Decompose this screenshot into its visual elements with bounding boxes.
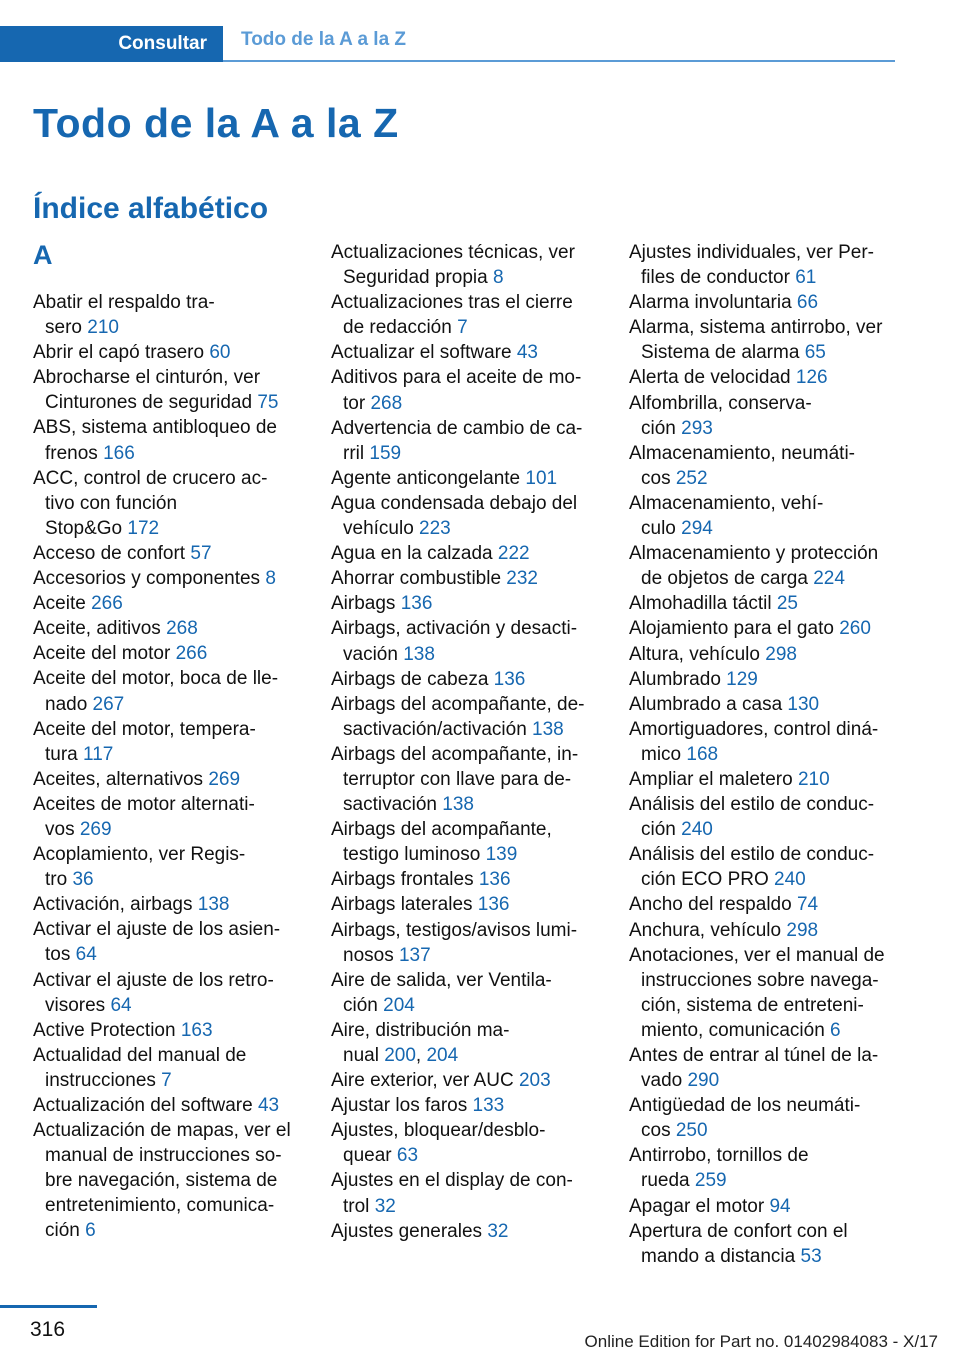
index-entry-text: entretenimiento, comunica- <box>45 1195 275 1217</box>
index-entry <box>331 742 603 817</box>
index-entry-text: Airbags del acompañante, <box>331 819 552 841</box>
index-entry <box>33 365 305 415</box>
index-entry-text: vos <box>45 818 80 840</box>
index-entry-text: Antigüedad de los neumáti- <box>629 1095 861 1117</box>
page-reference-link[interactable]: 267 <box>92 693 125 715</box>
index-entry-text: Aire exterior, ver AUC <box>331 1070 519 1092</box>
page-reference-link[interactable]: 43 <box>257 1095 280 1116</box>
page-reference-link[interactable]: 8 <box>265 568 276 590</box>
page-reference-link[interactable]: 266 <box>91 593 123 615</box>
index-entry-text: Aceite del motor, boca de lle- <box>33 668 279 690</box>
index-entry <box>331 566 603 591</box>
page-reference-link[interactable]: 43 <box>516 342 538 364</box>
index-entry <box>331 416 603 466</box>
index-entry-text: Accesorios y componentes <box>33 568 266 590</box>
index-entry <box>331 892 603 917</box>
index-entry <box>33 1043 305 1093</box>
page-reference-link[interactable]: 268 <box>370 392 403 414</box>
index-entry-text: Actualidad del manual de <box>33 1044 247 1066</box>
index-entry <box>331 616 603 666</box>
index-entry-text: miento, comunicación <box>641 1019 831 1041</box>
index-entry-text: rril <box>343 442 370 464</box>
index-entry <box>629 441 901 491</box>
page-reference-link[interactable]: 136 <box>478 869 511 891</box>
index-entry-text: Actualizar el software <box>331 342 517 364</box>
index-column-2 <box>331 240 603 1244</box>
index-entry <box>331 867 603 892</box>
index-entry-text: Abrir el capó trasero <box>33 342 210 364</box>
index-entry <box>33 566 305 591</box>
index-entry <box>33 892 305 917</box>
page-reference-link[interactable]: 75 <box>257 392 279 414</box>
page-reference-link[interactable]: 240 <box>774 869 806 891</box>
index-entry-text: Airbags, activación y desacti- <box>331 618 578 640</box>
index-entry <box>331 1068 603 1093</box>
index-entry-text: Ancho del respaldo <box>629 894 797 916</box>
page-reference-link[interactable]: 117 <box>83 743 114 765</box>
index-entry <box>33 591 305 616</box>
index-entry-text: Almacenamiento, neumáti- <box>629 442 855 464</box>
index-entry-text: mico <box>641 743 687 765</box>
index-entry-text: ABS, sistema antibloqueo de <box>33 417 277 439</box>
index-entry <box>331 667 603 692</box>
index-entry-text: visores <box>45 994 111 1016</box>
section-tab-label: Consultar <box>118 33 207 54</box>
index-entry <box>629 290 901 315</box>
page-reference-link[interactable]: 65 <box>804 342 826 364</box>
index-entry-text: Advertencia de cambio de ca- <box>331 417 583 439</box>
index-entry <box>629 1194 901 1219</box>
index-entry <box>33 641 305 666</box>
index-entry-text: Apagar el motor <box>629 1195 770 1217</box>
index-entry-text: Aceite del motor <box>33 643 176 665</box>
page-reference-link[interactable]: 222 <box>497 543 530 565</box>
section-title: Índice alfabético <box>33 192 269 225</box>
index-entry-text: Actualizaciones técnicas, ver <box>331 242 575 263</box>
index-entry-text: Agente anticongelante <box>331 467 526 489</box>
index-entry <box>331 1093 603 1118</box>
index-entry-text: Abatir el respaldo tra- <box>33 292 215 313</box>
page-title: Todo de la A a la Z <box>33 100 399 146</box>
index-entry <box>33 616 305 641</box>
index-entry <box>33 666 305 716</box>
index-entry-text: Actualizaciones tras el cierre <box>331 292 573 314</box>
page-reference-link[interactable]: 138 <box>442 794 474 816</box>
page-reference-link[interactable]: 66 <box>796 292 819 314</box>
index-entry <box>33 466 305 541</box>
page-reference-link[interactable]: 74 <box>796 894 819 916</box>
index-entry-text: Ajustes individuales, ver Per- <box>629 242 874 263</box>
index-entry-text: cos <box>641 1120 676 1142</box>
index-letter-heading: A <box>33 240 53 270</box>
index-entry-text: Apertura de confort con el <box>629 1220 848 1242</box>
index-entry <box>33 717 305 767</box>
page-reference-link[interactable]: 32 <box>487 1220 509 1242</box>
index-entry-text: Alumbrado a casa <box>629 693 788 715</box>
index-entry-text: Active Protection <box>33 1019 181 1041</box>
page-reference-link[interactable]: 63 <box>396 1145 419 1167</box>
index-entry-text: tro <box>45 869 73 891</box>
index-entry-text: Anchura, vehículo <box>629 919 787 941</box>
index-entry-text: Almacenamiento y protección <box>629 543 879 565</box>
index-entry-text: nado <box>45 693 93 715</box>
footer-rule <box>0 1305 97 1308</box>
index-entry <box>331 365 603 415</box>
index-entry-text: Airbags frontales <box>331 869 479 891</box>
index-entry <box>331 817 603 867</box>
index-entry <box>331 1219 603 1244</box>
index-entry <box>629 1043 901 1093</box>
index-entry-text: Sistema de alarma <box>641 342 805 364</box>
index-entry-text: Altura, vehículo <box>629 643 766 665</box>
index-entry-text: Alerta de velocidad <box>629 367 796 389</box>
page-reference-link[interactable]: 36 <box>72 869 94 891</box>
index-entry-text: sactivación <box>343 794 443 816</box>
index-entry-text: Stop&Go <box>45 517 128 539</box>
index-entry-text: nosos <box>343 944 399 966</box>
index-entry <box>331 491 603 541</box>
page-reference-link[interactable]: 232 <box>506 568 538 590</box>
index-entry-text: trol <box>343 1195 375 1217</box>
index-entry <box>331 692 603 742</box>
section-tab <box>0 26 223 62</box>
page-reference-link[interactable]: 7 <box>161 1069 172 1091</box>
index-entry-text: de redacción <box>343 317 458 339</box>
index-entry-text: Cinturones de seguridad <box>45 392 258 414</box>
page-reference-link[interactable]: 8 <box>493 267 504 289</box>
index-entry-text: Alumbrado <box>629 668 727 690</box>
index-entry-text: Antirrobo, tornillos de <box>629 1145 809 1167</box>
index-column-1 <box>33 290 305 1244</box>
page-reference-link[interactable]: 126 <box>795 367 828 389</box>
index-entry <box>331 918 603 968</box>
index-entry-text: Antes de entrar al túnel de la- <box>629 1045 879 1066</box>
index-entry <box>629 491 901 541</box>
page-reference-link[interactable]: 200 <box>384 1045 416 1066</box>
page-reference-link[interactable]: 64 <box>110 994 132 1016</box>
index-entry-text: Acceso de confort <box>33 542 191 564</box>
index-entry <box>629 240 901 290</box>
index-entry <box>629 918 901 943</box>
index-entry-text: ción ECO PRO <box>641 869 775 891</box>
page-reference-link[interactable]: 133 <box>472 1095 505 1117</box>
index-entry <box>33 1093 305 1118</box>
index-entry-text: tor <box>343 392 371 414</box>
index-entry-text: Ajustar los faros <box>331 1095 473 1117</box>
index-entry <box>331 1168 603 1218</box>
index-entry <box>629 943 901 1043</box>
page-reference-link[interactable]: 269 <box>208 768 241 790</box>
index-entry <box>629 717 901 767</box>
page-reference-link[interactable]: 61 <box>795 267 817 289</box>
index-entry <box>33 917 305 967</box>
page-reference-link[interactable]: 138 <box>403 643 435 665</box>
index-entry <box>629 591 901 616</box>
page-reference-link[interactable]: 136 <box>493 668 526 690</box>
page-reference-link[interactable]: 298 <box>765 643 797 665</box>
index-entry-text: testigo luminoso <box>343 844 486 866</box>
index-entry <box>33 415 305 465</box>
index-entry-text: Actualización del software <box>33 1095 258 1116</box>
index-entry <box>629 391 901 441</box>
page-reference-link[interactable]: 163 <box>180 1019 213 1041</box>
index-entry <box>629 541 901 591</box>
page-reference-link[interactable]: 259 <box>694 1170 727 1192</box>
index-entry: Aire, distribución ma- nual 200, 204 <box>331 1019 510 1066</box>
index-entry <box>33 842 305 892</box>
index-entry-text: Alarma involuntaria <box>629 292 797 314</box>
index-entry-text: Airbags laterales <box>331 894 478 916</box>
page-reference-link[interactable]: 137 <box>398 944 431 966</box>
index-entry <box>629 842 901 892</box>
index-entry-text: terruptor con llave para de- <box>343 768 572 790</box>
index-entry-text: Ajustes, bloquear/desblo- <box>331 1120 546 1142</box>
page-reference-link[interactable]: 293 <box>681 417 713 439</box>
index-entry-text: Ahorrar combustible <box>331 568 507 590</box>
index-entry <box>629 1143 901 1193</box>
page-reference-link[interactable]: 136 <box>400 593 433 615</box>
index-entry-text: Alarma, sistema antirrobo, ver <box>629 317 883 339</box>
index-entry-text: ción, sistema de entreteni- <box>641 994 864 1016</box>
page-reference-link[interactable]: 130 <box>787 693 820 715</box>
index-entry-text: Análisis del estilo de conduc- <box>629 794 875 816</box>
index-entry-text: Aceite del motor, tempera- <box>33 718 256 740</box>
page-reference-link[interactable]: 166 <box>103 442 135 464</box>
index-entry-text: files de conductor <box>641 267 796 289</box>
index-entry-text: mando a distancia <box>641 1245 801 1267</box>
index-entry-text: Aceites de motor alternati- <box>33 793 255 815</box>
index-entry-text: Airbags, testigos/avisos lumi- <box>331 919 578 941</box>
index-entry <box>629 1219 901 1269</box>
page-reference-link[interactable]: 268 <box>166 618 198 640</box>
page-reference-link[interactable]: 94 <box>769 1195 791 1217</box>
index-entry-text: ción <box>641 819 682 841</box>
index-entry <box>33 541 305 566</box>
index-entry <box>331 591 603 616</box>
page-reference-link[interactable]: 298 <box>786 919 819 941</box>
index-entry-text: vado <box>641 1070 688 1092</box>
index-entry <box>331 1118 603 1168</box>
page-reference-link[interactable]: 252 <box>675 467 708 489</box>
page-reference-link[interactable]: 250 <box>675 1120 708 1142</box>
index-entry-text: vación <box>343 643 404 665</box>
index-entry-text: instrucciones sobre navega- <box>641 969 879 991</box>
page-reference-link[interactable]: 223 <box>419 518 451 540</box>
index-entry <box>331 290 603 340</box>
index-entry-text: Actualización de mapas, ver el <box>33 1120 291 1142</box>
index-entry-text: Aditivos para el aceite de mo- <box>331 367 582 389</box>
index-entry-text: Acoplamiento, ver Regis- <box>33 844 246 866</box>
index-entry-text: nual <box>343 1045 385 1066</box>
page-reference-link[interactable]: 168 <box>686 743 719 765</box>
index-entry <box>629 692 901 717</box>
page-reference-link[interactable]: 203 <box>518 1070 551 1092</box>
breadcrumb: Todo de la A a la Z <box>241 29 407 50</box>
index-entry <box>629 365 901 390</box>
index-entry-text: Agua condensada debajo del <box>331 492 578 514</box>
index-entry-text: quear <box>343 1145 397 1167</box>
index-entry-text: Aceites, alternativos <box>33 768 209 790</box>
index-entry-text: Activar el ajuste de los asien- <box>33 919 281 941</box>
page-reference-link[interactable]: 204 <box>383 994 415 1016</box>
index-entry <box>629 616 901 641</box>
page-reference-link[interactable]: 138 <box>532 718 564 740</box>
page-reference-link[interactable]: 294 <box>681 518 713 540</box>
index-entry <box>331 968 603 1018</box>
index-entry <box>33 1018 305 1043</box>
index-entry-text: rueda <box>641 1170 695 1192</box>
index-entry-text: Airbags del acompañante, de- <box>331 693 585 715</box>
index-entry-text: Abrocharse el cinturón, ver <box>33 367 261 389</box>
index-entry-text: Análisis del estilo de conduc- <box>629 844 875 866</box>
page-reference-link[interactable]: 210 <box>87 317 119 339</box>
index-entry <box>629 792 901 842</box>
page-reference-link[interactable]: 260 <box>839 618 871 640</box>
index-entry-text: Alojamiento para el gato <box>629 618 840 640</box>
index-entry <box>331 240 603 290</box>
index-entry-text: ción <box>343 994 384 1016</box>
index-entry <box>33 1118 305 1243</box>
index-entry-text: Ajustes generales <box>331 1220 488 1242</box>
index-entry-text: instrucciones <box>45 1069 162 1091</box>
page-reference-link[interactable]: 6 <box>830 1019 841 1041</box>
page-reference-link[interactable]: 32 <box>374 1195 396 1217</box>
index-entry-text: ción <box>45 1220 86 1242</box>
index-entry <box>629 642 901 667</box>
page-reference-link[interactable]: 7 <box>457 317 468 339</box>
index-entry-text: sactivación/activación <box>343 718 533 740</box>
page-reference-link[interactable]: 64 <box>75 944 97 966</box>
page-reference-link[interactable]: 60 <box>209 342 231 364</box>
page-reference-link[interactable]: 224 <box>813 568 845 590</box>
page-reference-link[interactable]: 159 <box>369 442 402 464</box>
page-reference-link[interactable]: 266 <box>175 643 208 665</box>
index-entry-text: Activación, airbags <box>33 894 198 916</box>
page-reference-link[interactable]: 6 <box>85 1220 96 1242</box>
index-entry-text: Anotaciones, ver el manual de <box>629 944 885 966</box>
page-number: 316 <box>30 1318 66 1341</box>
page-reference-link[interactable]: 204 <box>426 1045 459 1066</box>
index-entry <box>331 466 603 491</box>
index-entry <box>629 767 901 792</box>
page-reference-link[interactable]: 240 <box>681 819 713 841</box>
index-entry <box>33 968 305 1018</box>
index-column-3 <box>629 240 901 1269</box>
index-entry-text: culo <box>641 518 682 540</box>
index-entry-text: vehículo <box>343 518 420 540</box>
index-entry <box>331 541 603 566</box>
index-entry-text: Activar el ajuste de los retro- <box>33 969 274 991</box>
header-rule <box>223 60 895 62</box>
index-entry <box>629 892 901 917</box>
index-entry-text: Ampliar el maletero <box>629 768 798 790</box>
index-entry-text: Amortiguadores, control diná- <box>629 718 879 740</box>
index-entry <box>629 1093 901 1143</box>
page-reference-link[interactable]: 136 <box>477 894 510 916</box>
index-entry-text: frenos <box>45 442 104 464</box>
page-reference-link[interactable]: 53 <box>800 1245 822 1267</box>
index-entry-text: Aire de salida, ver Ventila- <box>331 969 552 991</box>
index-entry-text: Airbags de cabeza <box>331 668 494 690</box>
page-reference-link[interactable]: 25 <box>776 593 798 615</box>
index-entry-text: Aceite <box>33 593 92 615</box>
index-entry-text: tivo con función <box>45 492 178 514</box>
footer-edition: Online Edition for Part no. 01402984083 - X/17 <box>584 1332 938 1351</box>
index-entry-text: Aire, distribución ma- <box>331 1019 510 1041</box>
index-entry-text: Agua en la calzada <box>331 543 498 565</box>
index-entry-text: Almacenamiento, vehí- <box>629 492 824 514</box>
page-reference-link[interactable]: 210 <box>797 768 830 790</box>
index-entry-text: bre navegación, sistema de <box>45 1170 278 1192</box>
page-reference-link[interactable]: 57 <box>190 542 212 564</box>
index-entry-text: Aceite, aditivos <box>33 618 167 640</box>
index-entry-text: Alfombrilla, conserva- <box>629 392 812 414</box>
index-entry-text: Airbags del acompañante, in- <box>331 743 579 765</box>
index-entry <box>33 340 305 365</box>
index-entry-text: Airbags <box>331 593 401 615</box>
index-entry-text: manual de instrucciones so- <box>45 1145 282 1167</box>
page-reference-link[interactable]: 290 <box>687 1070 720 1092</box>
index-entry-text: Seguridad propia <box>343 267 493 289</box>
index-entry-text: sero <box>45 317 88 339</box>
page-reference-link[interactable]: 138 <box>197 894 230 916</box>
page-reference-link[interactable]: 172 <box>127 517 160 539</box>
index-entry-text: cos <box>641 467 676 489</box>
index-entry <box>33 792 305 842</box>
index-entry-text: Ajustes en el display de con- <box>331 1170 573 1192</box>
index-entry <box>629 667 901 692</box>
index-entry-text: ACC, control de crucero ac- <box>33 467 268 489</box>
page-reference-link[interactable]: 269 <box>79 818 112 840</box>
page-reference-link[interactable]: 139 <box>485 844 518 866</box>
index-entry-text: de objetos de carga <box>641 568 814 590</box>
index-entry <box>33 290 305 340</box>
index-entry-text: tos <box>45 944 76 966</box>
index-entry <box>33 767 305 792</box>
index-entry <box>629 315 901 365</box>
index-entry-text: ción <box>641 417 682 439</box>
page-reference-link[interactable]: 129 <box>726 668 758 690</box>
index-entry-text: tura <box>45 743 84 765</box>
index-entry <box>331 340 603 365</box>
page-reference-link[interactable]: 101 <box>525 467 558 489</box>
index-entry-text: Almohadilla táctil <box>629 593 777 615</box>
